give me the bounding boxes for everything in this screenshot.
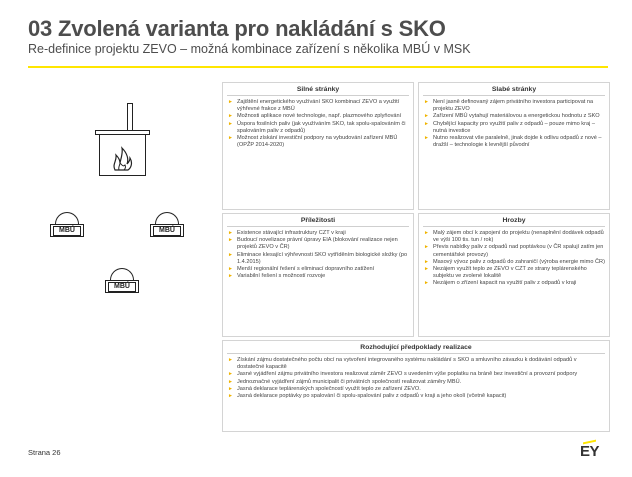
panel-heading: Silné stránky [296, 86, 340, 93]
list-item-text: Nezájem o zřízení kapacit na využití paliv z odpadů v kraji [433, 280, 577, 287]
bullet-icon: ► [228, 266, 233, 273]
list-item-text: Možnost získání investiční podpory na vybudování zařízení MBÚ (OPŽP 2014-2020) [237, 135, 398, 149]
list-item-text: Zařízení MBÚ vytahují materiálovou a energetickou hodnotu z SKO [433, 113, 600, 120]
ey-logo: EY [580, 443, 600, 460]
list-item-text: Jasná deklarace teplárenských společností využít teplo ze zařízení ZEVO. [237, 385, 421, 392]
key-prerequisites-panel [222, 340, 610, 432]
bullet-icon: ► [424, 244, 429, 251]
bullet-icon: ► [228, 357, 233, 363]
mbu-plant-icon [105, 268, 139, 296]
panel-heading: Rozhodující předpoklady realizace [360, 344, 472, 351]
mbu-plant-icon [150, 212, 184, 240]
list-item [228, 371, 605, 378]
bullet-icon: ► [228, 393, 233, 400]
list-item-text: Malý zájem obcí k zapojení do projektu (nenaplnění dodávek odpadů ve výši 100 tis. tun / rok) [433, 230, 604, 244]
bullet-icon: ► [424, 266, 429, 273]
list-item-text: Jasné vyjádření zájmu privátního investora realizovat záměr ZEVO s uvedením výše poplatku na bráně bez investiční a provozní podpory [237, 371, 578, 378]
list-item [424, 230, 605, 244]
bullet-icon: ► [228, 385, 233, 392]
list-item-text: Masový vývoz paliv z odpadů do zahraničí (výroba energie mimo ČR) [433, 258, 605, 265]
bullet-icon: ► [228, 251, 233, 258]
page-number: Strana 26 [28, 448, 61, 457]
list-item [228, 237, 409, 251]
list-item [228, 266, 409, 273]
list-item-text: Variabilní řešení s možností rozvoje [237, 273, 326, 280]
list-item [228, 99, 409, 113]
mbu-label: MBÚ [153, 226, 181, 236]
list-item [228, 121, 409, 135]
bullet-icon: ► [424, 230, 429, 236]
fire-icon [109, 146, 135, 172]
bullet-icon: ► [228, 371, 233, 378]
list-item-text: Eliminace klesající výhřevnosti SKO vytříděním biologické složky (po 1.4.2015) [237, 251, 408, 265]
bullet-icon: ► [228, 135, 233, 142]
panel-heading: Příležitosti [300, 217, 336, 224]
list-item [228, 135, 409, 149]
title-divider [28, 66, 608, 68]
bullet-icon: ► [228, 120, 233, 127]
bullet-icon: ► [424, 280, 429, 287]
list-item [228, 252, 409, 266]
list-item-text: Existence stávající infrastruktury CZT v kraji [237, 230, 346, 236]
list-item-text: Převis nabídky paliv z odpadů nad poptávkou (v ČR spalují zatím jen cementářské provozy) [433, 244, 604, 258]
list-item-text: Nezájem využít teplo ze ZEVO v CZT ze strany teplárenského subjektu ve zvolené lokalitě [433, 266, 587, 280]
opportunities-list [223, 227, 413, 280]
list-item [424, 244, 605, 258]
list-item-text: Získání zájmu dostatečného počtu obcí na vytvoření integrovaného systému nakládání s SKO a smluvního závazku k dodávání odpadů v dostatečné kapacitě [237, 357, 577, 371]
panel-heading: Hrozby [502, 217, 526, 224]
threats-list [419, 227, 609, 288]
list-item-text: Úspora fosilních paliv (jak využíváním SKO, tak spolu-spalováním či spalováním paliv z odpadů) [237, 120, 406, 134]
list-item [228, 357, 605, 371]
list-item [424, 266, 605, 280]
list-item [228, 113, 409, 120]
bullet-icon: ► [228, 273, 233, 280]
page-subtitle: Re-definice projektu ZEVO – možná kombinace zařízení s několika MBÚ v MSK [28, 42, 471, 56]
bullet-icon: ► [424, 258, 429, 265]
mbu-label: MBÚ [53, 226, 81, 236]
list-item [228, 230, 409, 237]
list-item-text: Menší regionální řešení s eliminací dopravního zatížení [237, 266, 375, 273]
list-item-text: Není jasně definovaný zájem privátního investora participovat na projektu ZEVO [433, 99, 594, 113]
strengths-list [223, 96, 413, 149]
strengths-panel [222, 82, 414, 210]
weaknesses-list [419, 96, 609, 149]
list-item-text: Zajištění energetického využívání SKO kombinací ZEVO a využití výhřevné frakce z MBÚ [237, 99, 400, 113]
opportunities-panel [222, 213, 414, 337]
bullet-icon: ► [228, 237, 233, 244]
list-item-text: Nutno realizovat vše paralelně, jinak dojde k odlivu odpadů z nové – dražší – technologie k levnější původní [433, 135, 602, 149]
list-item [228, 393, 605, 400]
key-prerequisites-list [223, 354, 609, 400]
bullet-icon: ► [424, 99, 429, 105]
list-item [424, 259, 605, 266]
chimney-icon [127, 103, 133, 131]
list-item [424, 121, 605, 135]
threats-panel [418, 213, 610, 337]
list-item [424, 113, 605, 120]
list-item-text: Jasná deklarace poptávky po spalování či spolu-spalování paliv z odpadů v kraji a jeho okolí (včetně kapacit) [237, 393, 507, 400]
list-item [228, 379, 605, 386]
list-item-text: Jednoznačné vyjádření zájmů municipalit či privátních společností realizovat záměry MBÚ. [237, 378, 462, 385]
panel-heading: Slabé stránky [491, 86, 537, 93]
bullet-icon: ► [228, 113, 233, 120]
mbu-label: MBÚ [108, 282, 136, 292]
list-item-text: Budoucí novelizace právní úpravy EIA (blokování realizace nejen projektů ZEVO v ČR) [237, 237, 398, 251]
mbu-plant-icon [50, 212, 84, 240]
list-item [228, 386, 605, 393]
weaknesses-panel [418, 82, 610, 210]
page-title: 03 Zvolená varianta pro nakládání s SKO [28, 16, 446, 41]
bullet-icon: ► [228, 99, 233, 105]
bullet-icon: ► [228, 378, 233, 385]
list-item-text: Možnosti aplikace nové technologie, např. plazmového zplyňování [237, 113, 402, 120]
bullet-icon: ► [424, 120, 429, 127]
list-item [424, 280, 605, 287]
list-item [228, 273, 409, 280]
bullet-icon: ► [424, 113, 429, 120]
bullet-icon: ► [228, 230, 233, 236]
list-item-text: Chybějící kapacity pro využití paliv z odpadů – pouze mimo kraj – nutná investice [433, 120, 595, 134]
list-item [424, 99, 605, 113]
list-item [424, 135, 605, 149]
bullet-icon: ► [424, 135, 429, 142]
